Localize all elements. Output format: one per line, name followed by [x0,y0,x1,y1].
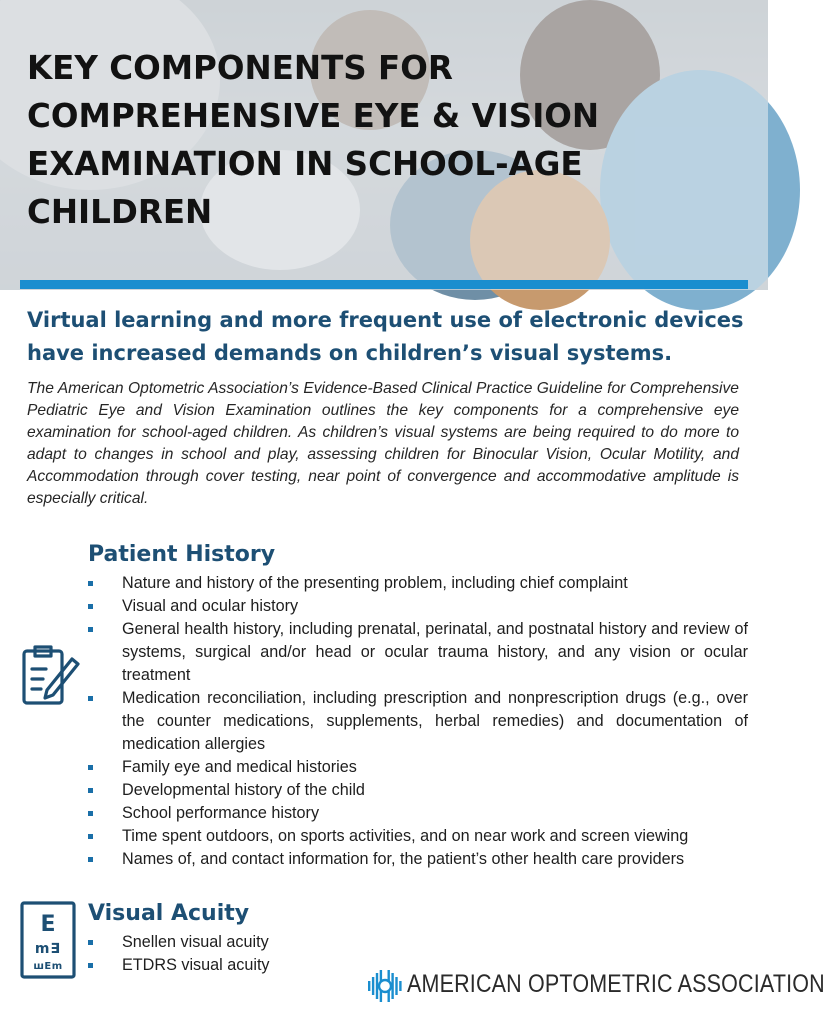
list-item-text: Medication reconciliation, including prescription and nonprescription drugs (e.g., over the counter medications, supplements, herbal remedies) and documentation of medication allergies [122,689,748,753]
list-item-text: Nature and history of the presenting problem, including chief complaint [122,574,628,592]
bullet-square-icon [88,627,93,632]
aoa-logo-icon [367,968,403,1004]
logo-bar [399,981,401,991]
bullet-square-icon [88,940,93,945]
list-item [88,687,748,756]
eye-chart-icon [20,901,76,979]
list-item-text: School performance history [122,804,320,822]
list-item-text: General health history, including prenatal, perinatal, and postnatal history and review of systems, surgical and/or head or ocular trauma history, and any vision or ocular treatment [122,620,748,684]
list-item-text: Time spent outdoors, on sports activities, and on near work and screen viewing [122,827,689,845]
list-item [88,572,748,595]
logo-bar [395,977,397,995]
list-item [88,931,488,954]
intro-subheading: Virtual learning and more frequent use of electronic devices have increased demands on children’s visual systems. [27,308,744,365]
section-title-visual-acuity: Visual Acuity [88,901,250,926]
logo-bar [372,977,374,995]
list-item-text: Developmental history of the child [122,781,365,799]
organization-name: AMERICAN OPTOMETRIC ASSOCIATION [407,970,825,998]
svg-text:E: E [40,912,56,937]
page-title: KEY COMPONENTS FOR COMPREHENSIVE EYE & VISION EXAMINATION IN SCHOOL-AGE CHILDREN [27,49,600,231]
bullet-square-icon [88,765,93,770]
header-banner [0,0,768,290]
bullet-square-icon [88,604,93,609]
bullet-square-icon [88,834,93,839]
list-item [88,595,748,618]
intro-paragraph: The American Optometric Association’s Evidence-Based Clinical Practice Guideline for Comprehensive Pediatric Eye and Vision Examination outlines the key components for a comprehensive eye examination for school-aged children. As children’s visual systems are being required to do more to adapt to changes in school and play, assessing children for Binocular Vision, Ocular Motility, and Accommodation through cover testing, near point of convergence and accommodative amplitude is especially critical. [27,380,739,507]
list-item-text: Names of, and contact information for, the patient’s other health care providers [122,850,685,868]
logo-center [379,980,391,992]
list-item-text: Snellen visual acuity [122,933,269,951]
patient-history-list [88,572,748,871]
list-item-text: Visual and ocular history [122,597,299,615]
list-item-text: ETDRS visual acuity [122,956,270,974]
svg-text:m∃: m∃ [34,941,62,957]
list-item [88,848,748,871]
bullet-square-icon [88,581,93,586]
list-item [88,618,748,687]
bullet-square-icon [88,811,93,816]
accent-divider [20,280,748,289]
bullet-square-icon [88,788,93,793]
list-item [88,756,748,779]
list-item [88,825,748,848]
logo-bar [368,981,370,991]
list-item-text: Family eye and medical histories [122,758,357,776]
bullet-square-icon [88,857,93,862]
section-title-patient-history: Patient History [88,542,276,567]
bullet-square-icon [88,696,93,701]
list-item [88,779,748,802]
svg-text:шEm: шEm [33,961,63,972]
list-item [88,802,748,825]
aoa-logo [367,966,825,1006]
bullet-square-icon [88,963,93,968]
clipboard-pencil-icon [21,643,81,707]
